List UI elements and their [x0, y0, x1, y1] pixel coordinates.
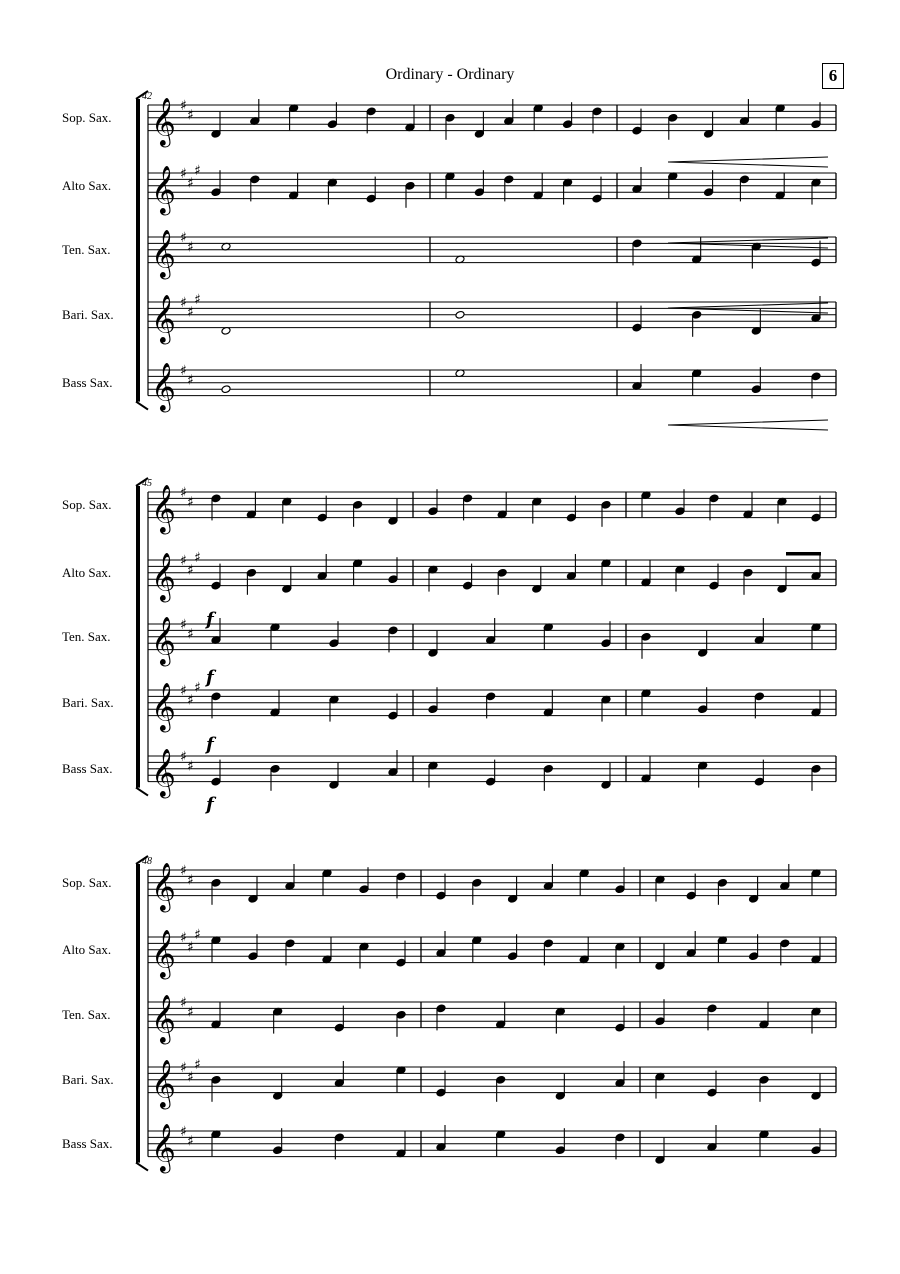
sharp-icon: ♯ [194, 679, 201, 696]
sharp-icon: ♯ [180, 995, 187, 1011]
dynamic-forte: f [206, 667, 214, 688]
system-bracket [136, 864, 140, 1163]
sharp-icon: ♯ [180, 485, 187, 501]
sharp-icon: ♯ [194, 291, 201, 308]
treble-clef-icon: 𝄞 [151, 993, 176, 1043]
instrument-label: Sop. Sax. [62, 109, 112, 125]
sharp-icon: ♯ [194, 1056, 201, 1073]
instrument-label: Sop. Sax. [62, 874, 112, 890]
treble-clef-icon: 𝄞 [151, 483, 176, 533]
system-bracket [136, 99, 140, 402]
treble-clef-icon: 𝄞 [151, 928, 176, 978]
instrument-label: Alto Sax. [62, 564, 112, 580]
sharp-icon: ♯ [180, 166, 187, 182]
dynamic-forte: f [206, 734, 214, 755]
sharp-icon: ♯ [180, 930, 187, 946]
crescendo-hairpin [668, 157, 828, 167]
measure-number: 45 [142, 478, 152, 489]
sharp-icon: ♯ [180, 295, 187, 311]
dynamic-forte: f [206, 794, 214, 815]
crescendo-hairpin [668, 420, 828, 430]
instrument-label: Bass Sax. [62, 1135, 113, 1151]
sharp-icon: ♯ [180, 863, 187, 879]
sharp-icon: ♯ [187, 562, 194, 579]
treble-clef-icon: 𝄞 [151, 1122, 176, 1172]
treble-clef-icon: 𝄞 [151, 293, 176, 343]
sharp-icon: ♯ [187, 1133, 194, 1150]
bracket-hook-bottom [136, 788, 148, 796]
measure-number: 42 [142, 91, 152, 102]
sharp-icon: ♯ [187, 1004, 194, 1021]
instrument-label: Bass Sax. [62, 760, 113, 776]
sharp-icon: ♯ [187, 107, 194, 124]
bracket-hook-bottom [136, 402, 148, 410]
page-title: Ordinary - Ordinary [385, 66, 515, 83]
treble-clef-icon: 𝄞 [151, 861, 176, 911]
sharp-icon: ♯ [187, 175, 194, 192]
sharp-icon: ♯ [194, 162, 201, 179]
instrument-label: Alto Sax. [62, 941, 112, 957]
bracket-hook-bottom [136, 1163, 148, 1171]
instrument-label: Ten. Sax. [62, 1006, 111, 1022]
treble-clef-icon: 𝄞 [151, 681, 176, 731]
instrument-label: Bass Sax. [62, 374, 113, 390]
treble-clef-icon: 𝄞 [151, 551, 176, 601]
sharp-icon: ♯ [180, 1124, 187, 1140]
treble-clef-icon: 𝄞 [151, 747, 176, 797]
sharp-icon: ♯ [187, 939, 194, 956]
treble-clef-icon: 𝄞 [151, 96, 176, 146]
dynamic-forte: f [206, 609, 214, 630]
sharp-icon: ♯ [187, 494, 194, 511]
sharp-icon: ♯ [194, 549, 201, 566]
sharp-icon: ♯ [180, 363, 187, 379]
system-bracket [136, 486, 140, 788]
treble-clef-icon: 𝄞 [151, 615, 176, 665]
sharp-icon: ♯ [180, 230, 187, 246]
sharp-icon: ♯ [187, 304, 194, 321]
sharp-icon: ♯ [187, 239, 194, 256]
sharp-icon: ♯ [180, 683, 187, 699]
sharp-icon: ♯ [180, 617, 187, 633]
instrument-label: Ten. Sax. [62, 241, 111, 257]
instrument-label: Ten. Sax. [62, 628, 111, 644]
sharp-icon: ♯ [180, 1060, 187, 1076]
instrument-label: Sop. Sax. [62, 496, 112, 512]
instrument-label: Bari. Sax. [62, 694, 114, 710]
instrument-label: Bari. Sax. [62, 1071, 114, 1087]
whole-note [221, 385, 231, 394]
sharp-icon: ♯ [180, 98, 187, 114]
note-beam [786, 552, 821, 556]
treble-clef-icon: 𝄞 [151, 228, 176, 278]
sharp-icon: ♯ [180, 749, 187, 765]
sharp-icon: ♯ [187, 626, 194, 643]
sharp-icon: ♯ [187, 692, 194, 709]
treble-clef-icon: 𝄞 [151, 361, 176, 411]
sharp-icon: ♯ [187, 372, 194, 389]
page-number: 6 [822, 63, 844, 89]
sharp-icon: ♯ [180, 553, 187, 569]
sharp-icon: ♯ [194, 926, 201, 943]
instrument-label: Bari. Sax. [62, 306, 114, 322]
treble-clef-icon: 𝄞 [151, 1058, 176, 1108]
treble-clef-icon: 𝄞 [151, 164, 176, 214]
sharp-icon: ♯ [187, 872, 194, 889]
sharp-icon: ♯ [187, 1069, 194, 1086]
measure-number: 48 [142, 856, 152, 867]
sharp-icon: ♯ [187, 758, 194, 775]
whole-note [455, 310, 465, 319]
instrument-label: Alto Sax. [62, 177, 112, 193]
